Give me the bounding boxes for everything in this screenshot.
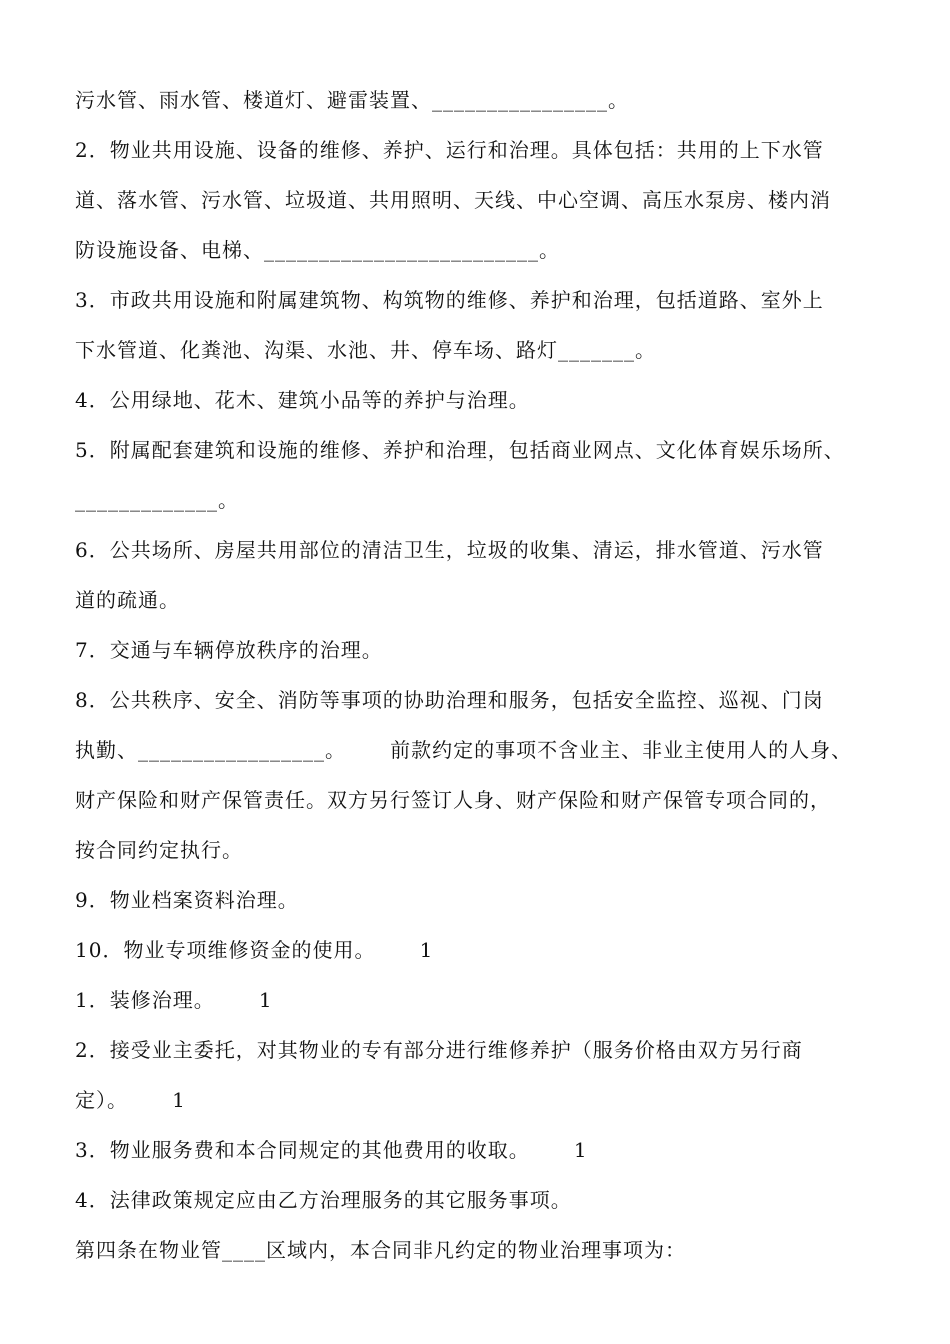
text-line: 财产保险和财产保管责任。双方另行签订人身、财产保险和财产保管专项合同的， [75,788,831,812]
text-line: _____________。 [75,488,239,512]
text-line: 1．装修治理。 1 [75,988,273,1012]
text-line: 按合同约定执行。 [75,838,243,862]
text-line: 执勤、_________________。 前款约定的事项不含业主、非业主使用人的人身、 [75,738,853,762]
text-line: 道、落水管、污水管、垃圾道、共用照明、天线、中心空调、高压水泵房、楼内消 [75,188,831,212]
text-line: 道的疏通。 [75,588,180,612]
text-line: 6．公共场所、房屋共用部位的清洁卫生，垃圾的收集、清运，排水管道、污水管 [75,538,824,562]
text-line: 第四条在物业管____区域内，本合同非凡约定的物业治理事项为： [75,1238,686,1262]
text-line: 防设施设备、电梯、_________________________。 [75,238,560,262]
text-line: 4．公用绿地、花木、建筑小品等的养护与治理。 [75,388,530,412]
text-line: 下水管道、化粪池、沟渠、水池、井、停车场、路灯_______。 [75,338,656,362]
text-line: 7．交通与车辆停放秩序的治理。 [75,638,383,662]
text-line: 定）。 1 [75,1088,186,1112]
text-line: 4．法律政策规定应由乙方治理服务的其它服务事项。 [75,1188,572,1212]
text-line: 污水管、雨水管、楼道灯、避雷装置、________________。 [75,88,629,112]
text-line: 10．物业专项维修资金的使用。 1 [75,938,434,962]
text-line: 3．物业服务费和本合同规定的其他费用的收取。 1 [75,1138,588,1162]
text-line: 5．附属配套建筑和设施的维修、养护和治理，包括商业网点、文化体育娱乐场所、 [75,438,845,462]
text-line: 9．物业档案资料治理。 [75,888,299,912]
text-line: 2．接受业主委托，对其物业的专有部分进行维修养护（服务价格由双方另行商 [75,1038,803,1062]
text-line: 3．市政共用设施和附属建筑物、构筑物的维修、养护和治理，包括道路、室外上 [75,288,824,312]
text-line: 8．公共秩序、安全、消防等事项的协助治理和服务，包括安全监控、巡视、门岗 [75,688,824,712]
text-line: 2．物业共用设施、设备的维修、养护、运行和治理。具体包括：共用的上下水管 [75,138,824,162]
